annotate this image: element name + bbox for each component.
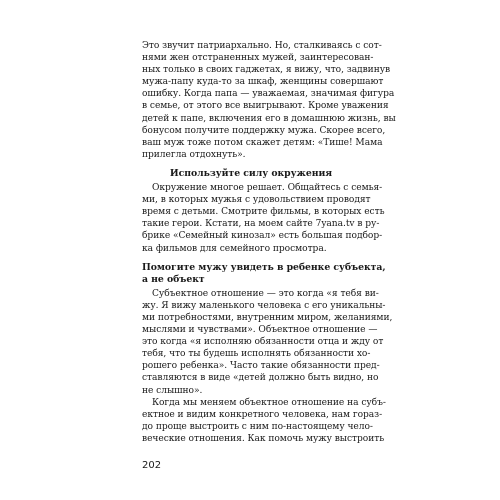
text-line: Когда мы меняем объектное отношение на субъ- bbox=[152, 397, 386, 408]
paragraph-patriarchal bbox=[142, 40, 396, 161]
heading-line: Помогите мужу увидеть в ребенке субъекта, bbox=[142, 261, 386, 273]
text-line: ми потребностями, внутренним миром, желаниями, bbox=[142, 312, 393, 323]
paragraph-subject-relation bbox=[142, 288, 393, 397]
text-line: это когда «я исполняю обязанности отца и жду от bbox=[142, 337, 384, 348]
text-line: такие герои. Кстати, на моем сайте 7yana.tv в ру- bbox=[142, 219, 380, 230]
text-line: мыслями и чувствами». Объектное отношение — bbox=[142, 325, 378, 336]
text-line: в семье, от этого все выигрывают. Кроме уважения bbox=[142, 101, 389, 112]
text-line: ектное и видим конкретного человека, нам гораз- bbox=[142, 409, 383, 420]
text-line: тебя, что ты будешь исполнять обязанности хо- bbox=[142, 349, 371, 360]
text-line: Субъектное отношение — это когда «я тебя ви- bbox=[152, 288, 379, 299]
text-line: мужа-папу куда-то за шкаф, женщины совершают bbox=[142, 77, 384, 88]
text-line: ваш муж тоже потом скажет детям: «Тише! Мама bbox=[142, 137, 383, 148]
text-line: рошего ребенка». Часто такие обязанности пред- bbox=[142, 361, 380, 372]
page-number: 202 bbox=[142, 460, 162, 471]
text-line: ставляются в виде «детей должно быть видно, но bbox=[142, 373, 379, 384]
text-line: бонусом получите поддержку мужа. Скорее всего, bbox=[142, 125, 386, 136]
section-heading-subject bbox=[142, 261, 386, 286]
text-line: Окружение многое решает. Общайтесь с семья- bbox=[152, 183, 383, 194]
text-line: детей к папе, включения его в домашнюю жизнь, вы bbox=[142, 113, 396, 124]
paragraph-object-to-subject bbox=[142, 397, 386, 445]
text-line: нями жен отстраненных мужей, заинтересован- bbox=[142, 53, 374, 64]
text-line: ми, в которых мужья с удовольствием проводят bbox=[142, 195, 371, 206]
text-line: ных только в своих гаджетах, я вижу, что, задвинув bbox=[142, 65, 391, 76]
heading-line: а не объект bbox=[142, 273, 205, 285]
heading-line: Используйте силу окружения bbox=[169, 167, 333, 179]
section-heading-environment bbox=[142, 168, 360, 180]
text-line: время с детьми. Смотрите фильмы, в которых есть bbox=[142, 207, 385, 218]
page-body bbox=[142, 40, 396, 445]
text-line: до проще выстроить с ним по-настоящему чело- bbox=[142, 421, 373, 432]
text-line: прилегла отдохнуть». bbox=[142, 149, 246, 160]
text-line: не слышно». bbox=[142, 385, 203, 396]
text-line: веческие отношения. Как помочь мужу выстроить bbox=[142, 433, 385, 444]
text-line: брике «Семейный кинозал» есть большая подбор- bbox=[142, 231, 383, 242]
text-line: жу. Я вижу маленького человека с его уникальны- bbox=[142, 300, 386, 311]
text-line: Это звучит патриархально. Но, сталкиваясь с сот- bbox=[142, 41, 382, 51]
text-line: ка фильмов для семейного просмотра. bbox=[142, 243, 327, 254]
text-line: ошибку. Когда папа — уважаемая, значимая фигура bbox=[142, 89, 395, 100]
paragraph-environment bbox=[142, 182, 385, 255]
